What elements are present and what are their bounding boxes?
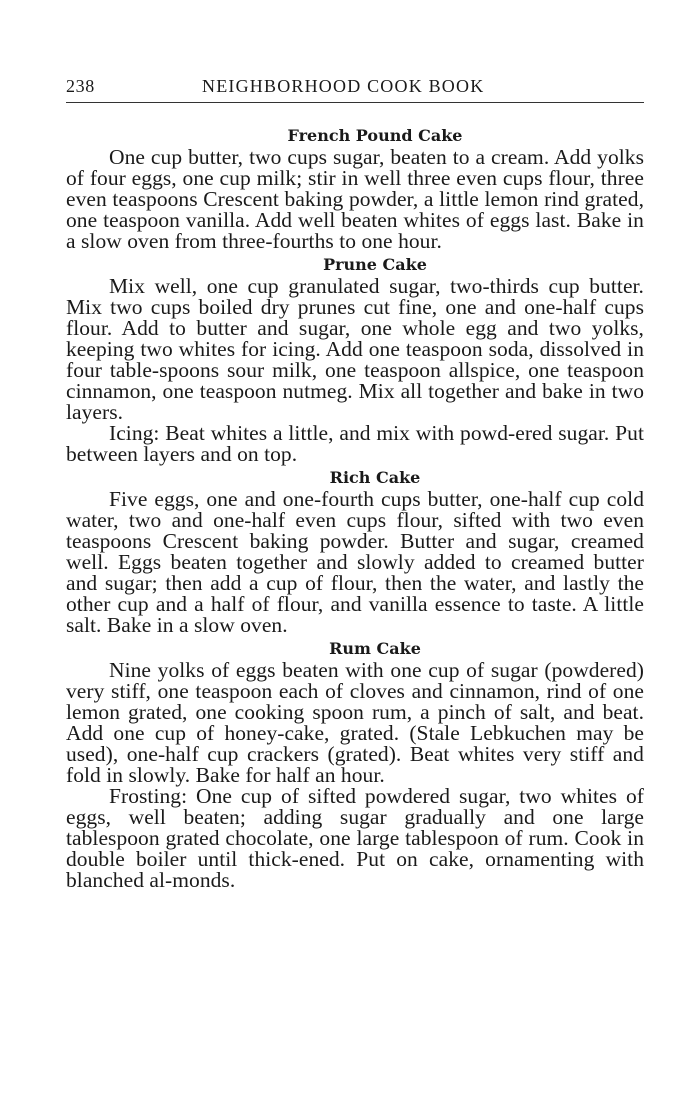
recipe-paragraph: Nine yolks of eggs beaten with one cup of sugar (powdered) very stiff, one teaspoon each of cloves and cinnamon, rind of one lemon grated, one cooking spoon rum, a pinch of salt, and beat. Add one cup of honey-cake, grated. (Stale Lebkuchen may be used), one-half cup crackers (grated). Beat whites very stiff and fold in slowly. Bake for half an hour. <box>66 658 644 787</box>
book-title: NEIGHBORHOOD COOK BOOK <box>202 76 485 96</box>
recipe-title: Rum Cake <box>329 639 421 658</box>
recipe-paragraph: Icing: Beat whites a little, and mix with powd-ered sugar. Put between layers and on top. <box>66 421 644 466</box>
recipe-title: French Pound Cake <box>287 126 463 145</box>
page-number: 238 <box>66 76 95 96</box>
recipe-paragraph: Frosting: One cup of sifted powdered sugar, two whites of eggs, well beaten; adding sugar gradually and one large tablespoon grated chocolate, one large tablespoon of rum. Cook in double boiler until thick-ened. Put on cake, ornamenting with blanched al-monds. <box>66 784 644 892</box>
recipe-rich-cake <box>66 467 644 636</box>
recipe-prune-cake <box>66 254 644 465</box>
recipe-title: Prune Cake <box>323 255 427 274</box>
recipe-title: Rich Cake <box>329 468 421 487</box>
recipe-french-pound-cake <box>66 125 644 252</box>
running-head <box>66 76 644 103</box>
recipe-paragraph: One cup butter, two cups sugar, beaten to a cream. Add yolks of four eggs, one cup milk; stir in well three even cups flour, three even teaspoons Crescent baking powder, a little lemon rind grated, one teaspoon vanilla. Add well beaten whites of eggs last. Bake in a slow oven from three-fourths to one hour. <box>66 145 644 253</box>
recipe-rum-cake <box>66 638 644 891</box>
recipe-paragraph: Five eggs, one and one-fourth cups butter, one-half cup cold water, two and one-half even cups flour, sifted with two even teaspoons Crescent baking powder. Butter and sugar, creamed well. Eggs beaten together and slowly added to creamed butter and sugar; then add a cup of flour, then the water, and lastly the other cup and a half of flour, and vanilla essence to taste. A little salt. Bake in a slow oven. <box>66 487 644 637</box>
recipe-paragraph: Mix well, one cup granulated sugar, two-thirds cup butter. Mix two cups boiled dry prunes cut fine, one and one-half cups flour. Add to butter and sugar, one whole egg and two yolks, keeping two whites for icing. Add one teaspoon soda, dissolved in four table-spoons sour milk, one teaspoon allspice, one teaspoon cinnamon, one teaspoon nutmeg. Mix all together and bake in two layers. <box>66 274 644 424</box>
